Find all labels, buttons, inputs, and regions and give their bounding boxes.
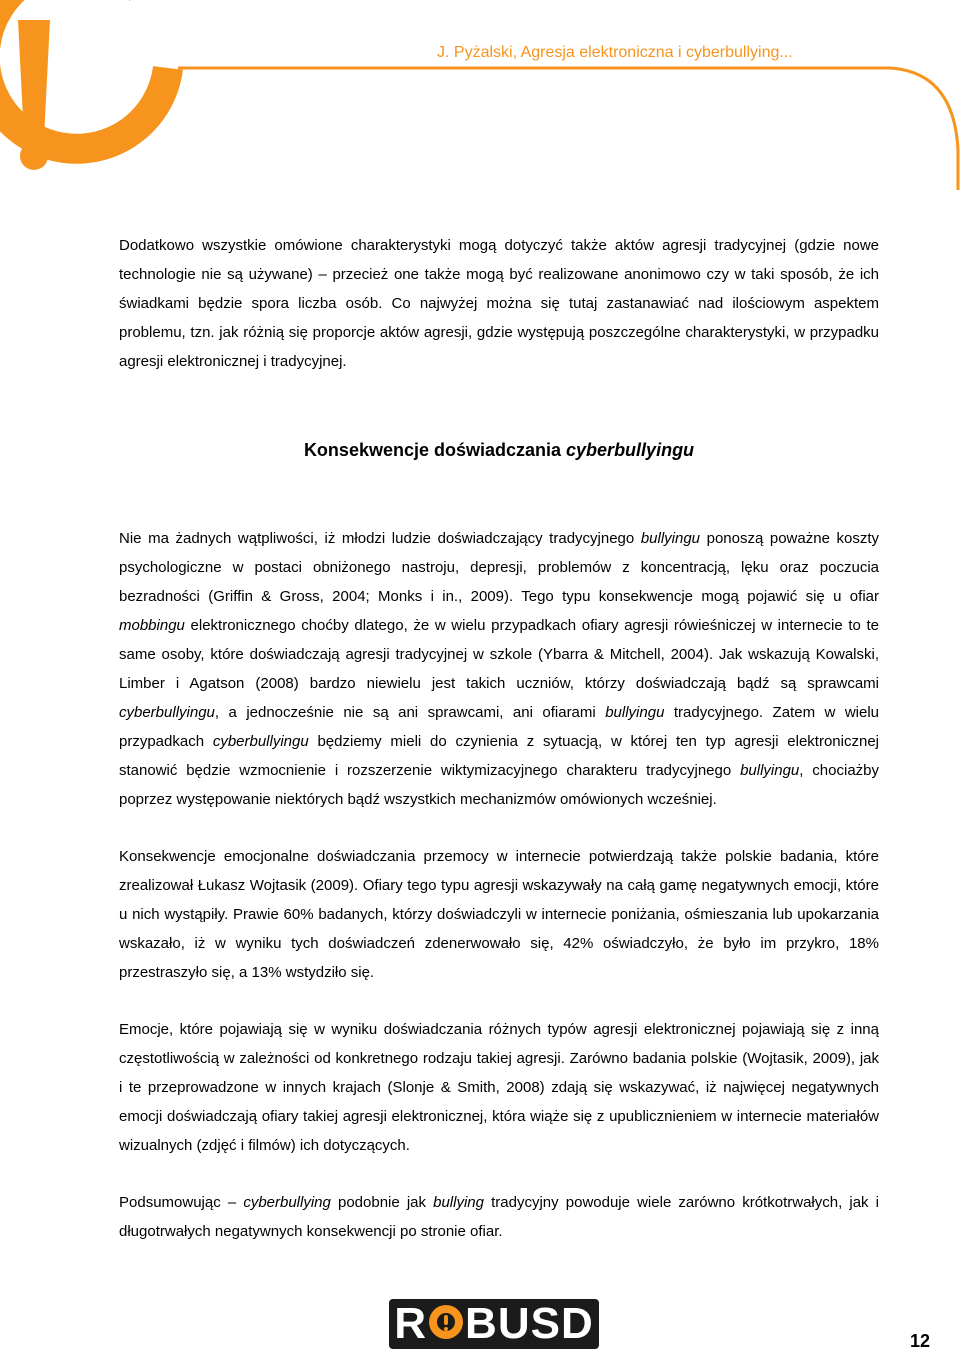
logo-letters-busd: BUSD — [465, 1299, 594, 1348]
term: mobbingu — [119, 617, 185, 634]
text-run: Nie ma żadnych wątpliwości, iż młodzi ludzie doświadczający tradycyjnego — [119, 530, 641, 547]
paragraph-3: Konsekwencje emocjonalne doświadczania przemocy w internecie potwierdzają także polskie badania, które zrealizował Łukasz Wojtasik (2009). Ofiary tego typu agresji wskazywały na całą gamę negatywnych emocji, które u nich wystąpiły. Prawie 60% badanych, którzy doświadczyli w internecie poniżania, ośmieszania lub upokarzania wskazało, iż w wyniku tych doświadczeń zdenerwowało się, 42% oświadczyło, że było im przykro, 18% przestraszyło się, a 13% wstydziło się. — [119, 848, 879, 981]
exclamation-circle-icon — [0, 0, 168, 170]
logo-letter-r: R — [394, 1299, 428, 1348]
robusd-logo — [389, 1299, 599, 1349]
text-run: , a jednocześnie nie są ani sprawcami, ani ofiarami — [214, 704, 606, 721]
text-run: tradycyjnego. Zatem w wielu przypadkach — [119, 704, 880, 750]
text-run: Podsumowując – — [119, 1194, 244, 1211]
running-header: J. Pyżalski, Agresja elektroniczna i cyberbullying... — [437, 44, 793, 61]
term: bullyingu — [740, 762, 800, 779]
term: bullying — [433, 1194, 484, 1211]
term: cyberbullyingu — [212, 733, 309, 750]
section-heading-text: Konsekwencje doświadczania — [303, 440, 567, 460]
exclamation-circle-icon — [429, 1305, 463, 1339]
section-heading-term: cyberbullyingu — [566, 440, 695, 460]
page-number: 12 — [910, 1331, 931, 1351]
text-run: ponoszą poważne koszty psychologiczne w postaci obniżonego nastroju, depresji, problemów z koncentracją, lęku oraz poczucia bezradności (Griffin & Gross, 2004; Monks i in., 2009). Tego typu konsekwencje mogą pojawić się u ofiar — [119, 530, 879, 605]
section-heading — [119, 438, 879, 462]
text-run: będziemy mieli do czynienia z sytuacją, w której ten typ agresji elektronicznej stanowić będzie wzmocnienie i rozszerzenie wiktymizacyjnego charakteru tradycyjnego — [119, 733, 879, 779]
paragraph-5 — [119, 1188, 879, 1246]
text-run: podobnie jak — [330, 1194, 434, 1211]
header-swoosh — [178, 68, 958, 190]
paragraph-4: Emocje, które pojawiają się w wyniku doświadczania różnych typów agresji elektronicznej pojawiają się z inną częstotliwością w zależności od konkretnego rodzaju takiej agresji. Zarówno badania polskie (Wojtasik, 2009), jak i te przeprowadzone w innych krajach (Slonje & Smith, 2008) zdają się wskazywać, iż najwięcej negatywnych emocji doświadczają ofiary takiej agresji elektronicznej, która wiąże się z upublicznieniem w internecie materiałów wizualnych (zdjęć i filmów) ich dotyczących. — [119, 1021, 879, 1154]
paragraph-1: Dodatkowo wszystkie omówione charakterystyki mogą dotyczyć także aktów agresji tradycyjnej (gdzie nowe technologie nie są używane) – przecież one także mogą być realizowane anonimowo czy w taki sposób, że ich świadkami będzie spora liczba osób. Co najwyżej można się tutaj zastanawiać nad ilościowym aspektem problemu, tzn. jak różnią się proporcje aktów agresji, gdzie występują poszczególne charakterystyki, w przypadku agresji elektronicznej i tradycyjnej. — [119, 237, 879, 370]
paragraph-2 — [119, 524, 879, 814]
text-run: , chociażby poprzez występowanie niektórych bądź wszystkich mechanizmów omówionych wcześniej. — [119, 762, 880, 808]
article-body — [119, 231, 879, 1246]
term: bullyingu — [640, 530, 701, 547]
text-run: tradycyjny powoduje wiele zarówno krótkotrwałych, jak i długotrwałych negatywnych konsekwencji po stronie ofiar. — [119, 1194, 879, 1240]
term: cyberbullyingu — [119, 704, 215, 721]
term: bullyingu — [605, 704, 665, 721]
logo-wordmark — [394, 1299, 593, 1349]
text-run: elektronicznego choćby dlatego, że w wielu przypadkach ofiary agresji rówieśniczej w internecie to te same osoby, które doświadczają agresji tradycyjnej w szkole (Ybarra & Mitchell, 2004). Jak wskazują Kowalski, Limber i Agatson (2008) bardzo niewielu jest takich uczniów, którzy doświadczają bądź są sprawcami — [119, 617, 879, 692]
term: cyberbullying — [243, 1194, 331, 1211]
